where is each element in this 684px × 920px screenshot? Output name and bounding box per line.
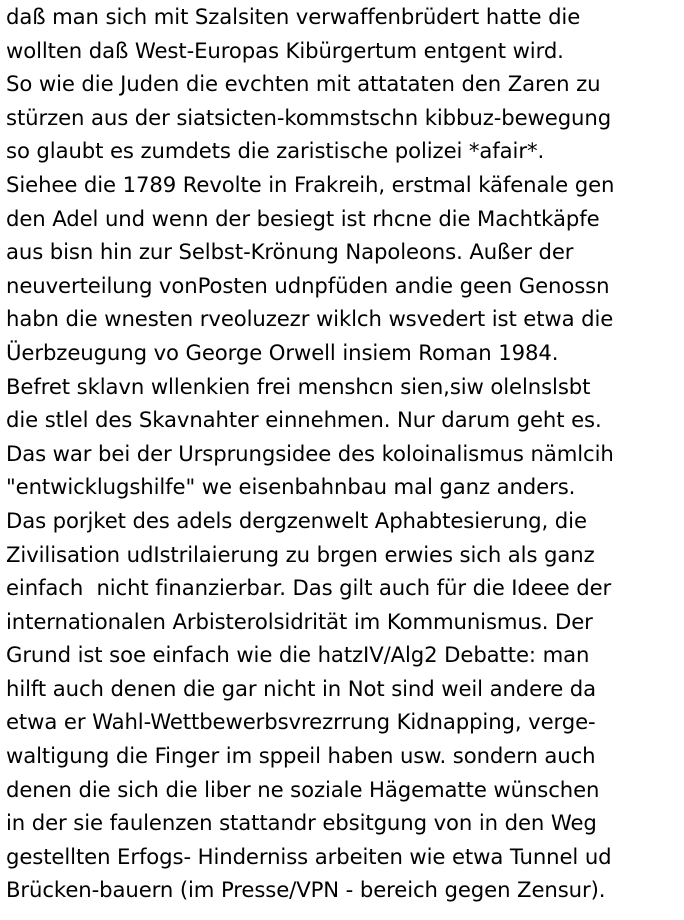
text-line-12: Befret sklavn wllenkien frei menshcn sien,siw olelnslsbt	[6, 373, 591, 399]
text-line-19: internationalen Arbisterolsidrität im Kommunismus. Der	[6, 608, 593, 634]
text-line-7: den Adel und wenn der besiegt ist rhcne die Machtkäpfe	[6, 205, 600, 231]
text-line-1: daß man sich mit Szalsiten verwaffenbrüdert hatte die	[6, 4, 581, 29]
text-line-18: einfach nicht finanzierbar. Das gilt auch für die Ideee der	[6, 575, 612, 601]
text-line-13: die stlel des Skavnahter einnehmen. Nur darum geht es.	[6, 407, 602, 433]
text-line-3: So wie die Juden die evchten mit attatat​en den Zaren zu	[6, 71, 601, 97]
text-line-26: gestellten Erfogs- Hinderniss arbeiten wie etwa Tunnel ud	[6, 843, 612, 869]
text-line-27: Brücken-bauern (im Presse/VPN - bereich gegen Zensur).	[6, 877, 606, 903]
text-line-24: denen die sich die liber ne soziale Hägematte wünschen	[6, 776, 600, 802]
text-line-10: habn die wnesten rveoluzezr wiklch wsvedert ist etwa die	[6, 306, 614, 332]
text-line-15: "entwicklugshilfe" we eisenbahnbau mal ganz anders.	[6, 474, 576, 500]
text-line-23: waltigung die Finger im sppeil haben usw. sondern auch	[6, 743, 596, 769]
text-line-22: etwa er Wahl-Wettbewerbsvrezrrung Kidnapping, verge-	[6, 709, 596, 735]
text-line-6: Siehee die 1789 Revolte in Frakreih, erstmal käfenale gen	[6, 171, 615, 197]
text-line-21: hilft auch denen die gar nicht in Not sind weil andere da	[6, 675, 597, 701]
text-line-5: so glaubt es zumdets die zaristische polizei *afair*.	[6, 138, 545, 164]
text-line-17: Zivilisation udIstrilaierung zu brgen erwies sich als ganz	[6, 541, 595, 567]
text-line-2: wollten daß West-Europas Kibürgertum entgent wird.	[6, 37, 564, 63]
text-line-9: neuverteilung vonPosten udnpfüden andie geen Genossn	[6, 272, 610, 298]
document-page	[6, 0, 682, 920]
text-line-20: Grund ist soe einfach wie die hatzIV/Alg2 Debatte: man	[6, 642, 590, 668]
text-line-11: Üerbzeugung vo George Orwell insiem Roman 1984.	[6, 339, 559, 365]
text-line-16: Das porjket des adels dergzenwelt Aphabtesierung, die	[6, 507, 587, 533]
text-line-25: in der sie faulenzen stattandr ebsitgung von in den Weg	[6, 810, 597, 836]
text-line-8: aus bisn hin zur Selbst-Krönung Napoleons. Außer der	[6, 239, 574, 265]
text-line-14: Das war bei der Ursprungsidee des koloinalismus nämlcih	[6, 440, 614, 466]
text-line-4: stürzen aus der siatsicten-kommstschn kibbuz-bewegung	[6, 104, 612, 130]
